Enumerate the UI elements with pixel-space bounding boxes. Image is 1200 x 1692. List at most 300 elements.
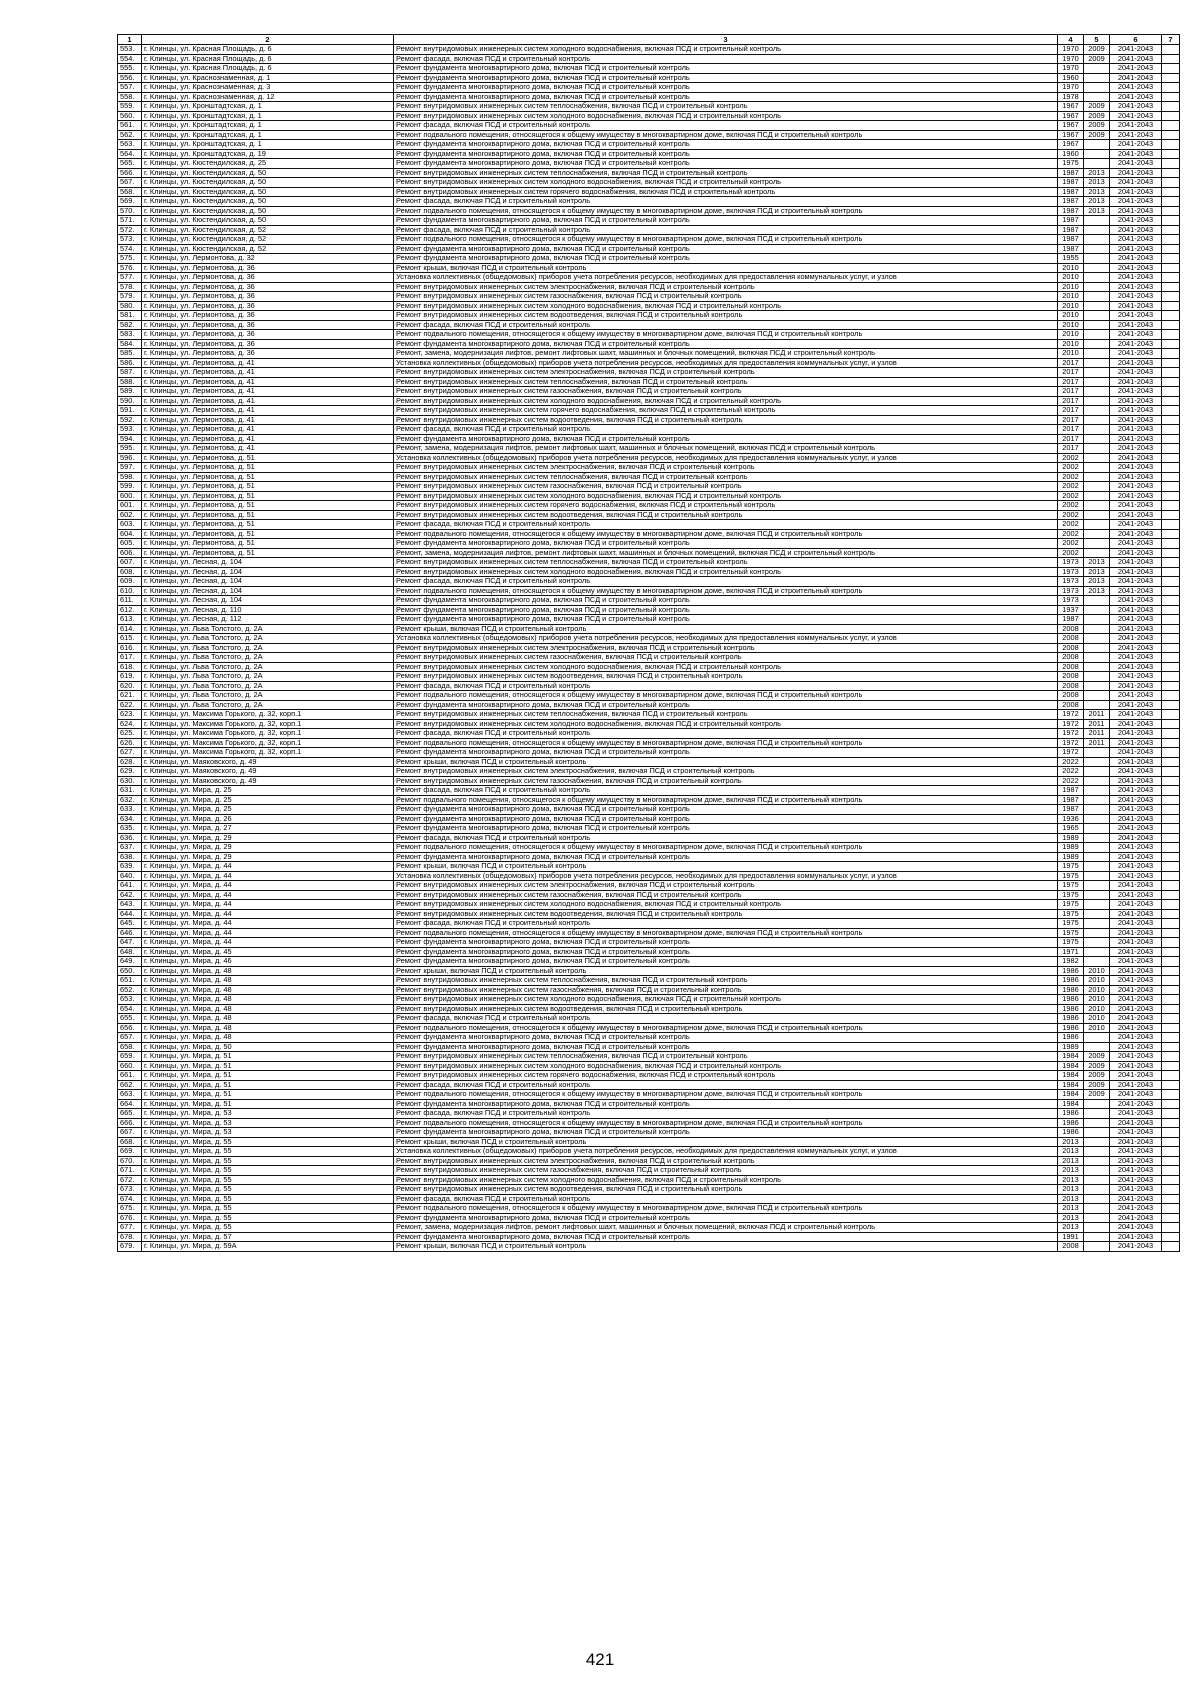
planned-period-cell: 2041-2043 (1110, 64, 1162, 74)
planned-period-cell: 2041-2043 (1110, 919, 1162, 929)
work-type-cell: Ремонт, замена, модернизация лифтов, ремонт лифтовых шахт, машинных и блочных помещений, включая ПСД и строительный контроль (394, 349, 1058, 359)
table-row (118, 567, 1180, 577)
empty-cell (1162, 463, 1180, 473)
address-cell: г. Клинцы, ул. Мира, д. 45 (142, 947, 394, 957)
work-type-cell: Ремонт фасада, включая ПСД и строительный контроль (394, 729, 1058, 739)
planned-period-cell: 2041-2043 (1110, 558, 1162, 568)
address-cell: г. Клинцы, ул. Кронштадтская, д. 1 (142, 140, 394, 150)
row-number: 649. (118, 957, 142, 967)
empty-cell (1162, 1242, 1180, 1252)
address-cell: г. Клинцы, ул. Мира, д. 53 (142, 1118, 394, 1128)
table-row (118, 947, 1180, 957)
table-row (118, 187, 1180, 197)
table-row (118, 339, 1180, 349)
last-repair-year-cell (1084, 852, 1110, 862)
work-type-cell: Ремонт внутридомовых инженерных систем холодного водоснабжения, включая ПСД и строительный контроль (394, 491, 1058, 501)
address-cell: г. Клинцы, ул. Лермонтова, д. 51 (142, 539, 394, 549)
planned-period-cell: 2041-2043 (1110, 957, 1162, 967)
last-repair-year-cell (1084, 672, 1110, 682)
planned-period-cell: 2041-2043 (1110, 396, 1162, 406)
year-built-cell: 1989 (1058, 833, 1084, 843)
address-cell: г. Клинцы, ул. Лермонтова, д. 51 (142, 548, 394, 558)
address-cell: г. Клинцы, ул. Мира, д. 57 (142, 1232, 394, 1242)
work-type-cell: Ремонт внутридомовых инженерных систем теплоснабжения, включая ПСД и строительный контроль (394, 710, 1058, 720)
table-row (118, 814, 1180, 824)
last-repair-year-cell (1084, 235, 1110, 245)
empty-cell (1162, 520, 1180, 530)
empty-cell (1162, 320, 1180, 330)
address-cell: г. Клинцы, ул. Льва Толстого, д. 2А (142, 672, 394, 682)
row-number: 657. (118, 1033, 142, 1043)
last-repair-year-cell: 2013 (1084, 558, 1110, 568)
row-number: 626. (118, 738, 142, 748)
row-number: 646. (118, 928, 142, 938)
year-built-cell: 1967 (1058, 140, 1084, 150)
address-cell: г. Клинцы, ул. Мира, д. 51 (142, 1099, 394, 1109)
year-built-cell: 2010 (1058, 330, 1084, 340)
last-repair-year-cell (1084, 358, 1110, 368)
row-number: 599. (118, 482, 142, 492)
last-repair-year-cell: 2010 (1084, 985, 1110, 995)
table-row (118, 1042, 1180, 1052)
planned-period-cell: 2041-2043 (1110, 947, 1162, 957)
planned-period-cell: 2041-2043 (1110, 111, 1162, 121)
last-repair-year-cell (1084, 624, 1110, 634)
last-repair-year-cell (1084, 814, 1110, 824)
table-row (118, 966, 1180, 976)
row-number: 568. (118, 187, 142, 197)
last-repair-year-cell (1084, 1118, 1110, 1128)
address-cell: г. Клинцы, ул. Мира, д. 55 (142, 1166, 394, 1176)
address-cell: г. Клинцы, ул. Маяковского, д. 49 (142, 767, 394, 777)
work-type-cell: Ремонт фундамента многоквартирного дома, включая ПСД и строительный контроль (394, 748, 1058, 758)
address-cell: г. Клинцы, ул. Мира, д. 55 (142, 1156, 394, 1166)
planned-period-cell: 2041-2043 (1110, 1223, 1162, 1233)
planned-period-cell: 2041-2043 (1110, 757, 1162, 767)
empty-cell (1162, 653, 1180, 663)
empty-cell (1162, 710, 1180, 720)
empty-cell (1162, 92, 1180, 102)
table-row (118, 168, 1180, 178)
empty-cell (1162, 415, 1180, 425)
last-repair-year-cell (1084, 833, 1110, 843)
planned-period-cell: 2041-2043 (1110, 1118, 1162, 1128)
planned-period-cell: 2041-2043 (1110, 871, 1162, 881)
table-row (118, 311, 1180, 321)
table-row (118, 1080, 1180, 1090)
page-number: 421 (585, 1650, 615, 1669)
work-type-cell: Ремонт крыши, включая ПСД и строительный контроль (394, 263, 1058, 273)
year-built-cell: 1984 (1058, 1080, 1084, 1090)
planned-period-cell: 2041-2043 (1110, 1042, 1162, 1052)
year-built-cell: 1984 (1058, 1061, 1084, 1071)
year-built-cell: 1991 (1058, 1232, 1084, 1242)
last-repair-year-cell (1084, 387, 1110, 397)
empty-cell (1162, 548, 1180, 558)
year-built-cell: 2002 (1058, 548, 1084, 558)
year-built-cell: 1973 (1058, 567, 1084, 577)
work-type-cell: Ремонт фундамента многоквартирного дома, включая ПСД и строительный контроль (394, 938, 1058, 948)
planned-period-cell: 2041-2043 (1110, 1052, 1162, 1062)
year-built-cell: 1987 (1058, 168, 1084, 178)
address-cell: г. Клинцы, ул. Лермонтова, д. 41 (142, 434, 394, 444)
row-number: 634. (118, 814, 142, 824)
address-cell: г. Клинцы, ул. Лесная, д. 104 (142, 558, 394, 568)
row-number: 629. (118, 767, 142, 777)
planned-period-cell: 2041-2043 (1110, 805, 1162, 815)
work-type-cell: Ремонт внутридомовых инженерных систем электроснабжения, включая ПСД и строительный контроль (394, 881, 1058, 891)
year-built-cell: 1937 (1058, 605, 1084, 615)
year-built-cell: 1970 (1058, 54, 1084, 64)
work-type-cell: Ремонт фасада, включая ПСД и строительный контроль (394, 1014, 1058, 1024)
address-cell: г. Клинцы, ул. Красная Площадь, д. 6 (142, 45, 394, 55)
last-repair-year-cell (1084, 292, 1110, 302)
table-row (118, 83, 1180, 93)
address-cell: г. Клинцы, ул. Краснознаменная, д. 1 (142, 73, 394, 83)
empty-cell (1162, 1023, 1180, 1033)
work-type-cell: Ремонт фундамента многоквартирного дома, включая ПСД и строительный контроль (394, 700, 1058, 710)
planned-period-cell: 2041-2043 (1110, 1204, 1162, 1214)
last-repair-year-cell (1084, 643, 1110, 653)
address-cell: г. Клинцы, ул. Лермонтова, д. 41 (142, 415, 394, 425)
address-cell: г. Клинцы, ул. Максима Горького, д. 32, корп.1 (142, 738, 394, 748)
last-repair-year-cell (1084, 520, 1110, 530)
year-built-cell: 2022 (1058, 757, 1084, 767)
year-built-cell: 2010 (1058, 301, 1084, 311)
table-row (118, 292, 1180, 302)
row-number: 559. (118, 102, 142, 112)
row-number: 553. (118, 45, 142, 55)
year-built-cell: 1986 (1058, 985, 1084, 995)
row-number: 627. (118, 748, 142, 758)
row-number: 620. (118, 681, 142, 691)
empty-cell (1162, 453, 1180, 463)
address-cell: г. Клинцы, ул. Максима Горького, д. 32, корп.1 (142, 748, 394, 758)
last-repair-year-cell: 2010 (1084, 976, 1110, 986)
row-number: 598. (118, 472, 142, 482)
last-repair-year-cell (1084, 434, 1110, 444)
row-number: 596. (118, 453, 142, 463)
last-repair-year-cell: 2013 (1084, 187, 1110, 197)
work-type-cell: Ремонт внутридомовых инженерных систем газоснабжения, включая ПСД и строительный контроль (394, 1166, 1058, 1176)
empty-cell (1162, 377, 1180, 387)
row-number: 631. (118, 786, 142, 796)
year-built-cell: 1986 (1058, 1004, 1084, 1014)
row-number: 664. (118, 1099, 142, 1109)
planned-period-cell: 2041-2043 (1110, 168, 1162, 178)
address-cell: г. Клинцы, ул. Льва Толстого, д. 2А (142, 700, 394, 710)
row-number: 676. (118, 1213, 142, 1223)
last-repair-year-cell (1084, 330, 1110, 340)
empty-cell (1162, 567, 1180, 577)
row-number: 653. (118, 995, 142, 1005)
table-row (118, 453, 1180, 463)
work-type-cell: Установка коллективных (общедомовых) приборов учета потребления ресурсов, необходимых для предоставления коммунальных услуг, и узлов (394, 634, 1058, 644)
empty-cell (1162, 1213, 1180, 1223)
row-number: 606. (118, 548, 142, 558)
table-row (118, 548, 1180, 558)
row-number: 572. (118, 225, 142, 235)
work-type-cell: Ремонт фундамента многоквартирного дома, включая ПСД и строительный контроль (394, 92, 1058, 102)
table-row (118, 643, 1180, 653)
empty-cell (1162, 45, 1180, 55)
work-type-cell: Ремонт фасада, включая ПСД и строительный контроль (394, 681, 1058, 691)
planned-period-cell: 2041-2043 (1110, 45, 1162, 55)
row-number: 637. (118, 843, 142, 853)
address-cell: г. Клинцы, ул. Мира, д. 29 (142, 833, 394, 843)
table-row (118, 415, 1180, 425)
last-repair-year-cell (1084, 510, 1110, 520)
table-row (118, 900, 1180, 910)
row-number: 615. (118, 634, 142, 644)
work-type-cell: Ремонт внутридомовых инженерных систем водоотведения, включая ПСД и строительный контроль (394, 672, 1058, 682)
empty-cell (1162, 1042, 1180, 1052)
planned-period-cell: 2041-2043 (1110, 862, 1162, 872)
work-type-cell: Ремонт подвального помещения, относящегося к общему имуществу в многоквартирном доме, включая ПСД и строительный контроль (394, 235, 1058, 245)
year-built-cell: 2008 (1058, 672, 1084, 682)
planned-period-cell: 2041-2043 (1110, 738, 1162, 748)
empty-cell (1162, 406, 1180, 416)
planned-period-cell: 2041-2043 (1110, 586, 1162, 596)
work-type-cell: Ремонт фундамента многоквартирного дома, включая ПСД и строительный контроль (394, 73, 1058, 83)
year-built-cell: 1982 (1058, 957, 1084, 967)
address-cell: г. Клинцы, ул. Лермонтова, д. 36 (142, 330, 394, 340)
planned-period-cell: 2041-2043 (1110, 577, 1162, 587)
empty-cell (1162, 814, 1180, 824)
year-built-cell: 2010 (1058, 273, 1084, 283)
year-built-cell: 1970 (1058, 64, 1084, 74)
planned-period-cell: 2041-2043 (1110, 1080, 1162, 1090)
planned-period-cell: 2041-2043 (1110, 235, 1162, 245)
address-cell: г. Клинцы, ул. Мира, д. 50 (142, 1042, 394, 1052)
year-built-cell: 2010 (1058, 292, 1084, 302)
table-row (118, 54, 1180, 64)
last-repair-year-cell (1084, 634, 1110, 644)
row-number: 571. (118, 216, 142, 226)
last-repair-year-cell (1084, 368, 1110, 378)
last-repair-year-cell: 2010 (1084, 995, 1110, 1005)
planned-period-cell: 2041-2043 (1110, 824, 1162, 834)
last-repair-year-cell (1084, 244, 1110, 254)
planned-period-cell: 2041-2043 (1110, 1109, 1162, 1119)
planned-period-cell: 2041-2043 (1110, 900, 1162, 910)
planned-period-cell: 2041-2043 (1110, 615, 1162, 625)
empty-cell (1162, 824, 1180, 834)
year-built-cell: 1975 (1058, 862, 1084, 872)
work-type-cell: Ремонт фасада, включая ПСД и строительный контроль (394, 121, 1058, 131)
planned-period-cell: 2041-2043 (1110, 852, 1162, 862)
empty-cell (1162, 1080, 1180, 1090)
row-number: 678. (118, 1232, 142, 1242)
empty-cell (1162, 767, 1180, 777)
work-type-cell: Ремонт внутридомовых инженерных систем электроснабжения, включая ПСД и строительный контроль (394, 282, 1058, 292)
year-built-cell: 1986 (1058, 1023, 1084, 1033)
year-built-cell: 2002 (1058, 491, 1084, 501)
address-cell: г. Клинцы, ул. Лесная, д. 104 (142, 586, 394, 596)
work-type-cell: Ремонт внутридомовых инженерных систем газоснабжения, включая ПСД и строительный контроль (394, 890, 1058, 900)
row-number: 669. (118, 1147, 142, 1157)
year-built-cell: 1987 (1058, 197, 1084, 207)
address-cell: г. Клинцы, ул. Лесная, д. 104 (142, 577, 394, 587)
planned-period-cell: 2041-2043 (1110, 624, 1162, 634)
year-built-cell: 2002 (1058, 529, 1084, 539)
row-number: 586. (118, 358, 142, 368)
row-number: 570. (118, 206, 142, 216)
row-number: 642. (118, 890, 142, 900)
year-built-cell: 2013 (1058, 1147, 1084, 1157)
last-repair-year-cell: 2009 (1084, 1090, 1110, 1100)
last-repair-year-cell: 2009 (1084, 102, 1110, 112)
last-repair-year-cell (1084, 662, 1110, 672)
empty-cell (1162, 140, 1180, 150)
row-number: 609. (118, 577, 142, 587)
planned-period-cell: 2041-2043 (1110, 358, 1162, 368)
address-cell: г. Клинцы, ул. Лермонтова, д. 51 (142, 482, 394, 492)
empty-cell (1162, 957, 1180, 967)
planned-period-cell: 2041-2043 (1110, 444, 1162, 454)
table-row (118, 263, 1180, 273)
year-built-cell: 1975 (1058, 909, 1084, 919)
year-built-cell: 1973 (1058, 596, 1084, 606)
planned-period-cell: 2041-2043 (1110, 216, 1162, 226)
column-header: 1 (118, 35, 142, 45)
row-number: 614. (118, 624, 142, 634)
last-repair-year-cell (1084, 83, 1110, 93)
table-row (118, 729, 1180, 739)
empty-cell (1162, 444, 1180, 454)
table-row (118, 444, 1180, 454)
empty-cell (1162, 301, 1180, 311)
year-built-cell: 1955 (1058, 254, 1084, 264)
planned-period-cell: 2041-2043 (1110, 776, 1162, 786)
table-row (118, 852, 1180, 862)
row-number: 673. (118, 1185, 142, 1195)
planned-period-cell: 2041-2043 (1110, 520, 1162, 530)
last-repair-year-cell: 2009 (1084, 121, 1110, 131)
last-repair-year-cell (1084, 539, 1110, 549)
last-repair-year-cell: 2009 (1084, 54, 1110, 64)
planned-period-cell: 2041-2043 (1110, 1014, 1162, 1024)
column-header: 5 (1084, 35, 1110, 45)
table-row (118, 425, 1180, 435)
planned-period-cell: 2041-2043 (1110, 814, 1162, 824)
address-cell: г. Клинцы, ул. Мира, д. 44 (142, 862, 394, 872)
planned-period-cell: 2041-2043 (1110, 539, 1162, 549)
work-type-cell: Ремонт крыши, включая ПСД и строительный контроль (394, 1137, 1058, 1147)
table-row (118, 957, 1180, 967)
last-repair-year-cell (1084, 1042, 1110, 1052)
table-row (118, 767, 1180, 777)
row-number: 612. (118, 605, 142, 615)
planned-period-cell: 2041-2043 (1110, 662, 1162, 672)
planned-period-cell: 2041-2043 (1110, 1128, 1162, 1138)
row-number: 580. (118, 301, 142, 311)
planned-period-cell: 2041-2043 (1110, 377, 1162, 387)
last-repair-year-cell (1084, 909, 1110, 919)
planned-period-cell: 2041-2043 (1110, 92, 1162, 102)
last-repair-year-cell (1084, 1242, 1110, 1252)
work-type-cell: Ремонт внутридомовых инженерных систем холодного водоснабжения, включая ПСД и строительный контроль (394, 719, 1058, 729)
planned-period-cell: 2041-2043 (1110, 681, 1162, 691)
planned-period-cell: 2041-2043 (1110, 710, 1162, 720)
empty-cell (1162, 786, 1180, 796)
empty-cell (1162, 292, 1180, 302)
planned-period-cell: 2041-2043 (1110, 121, 1162, 131)
row-number: 585. (118, 349, 142, 359)
row-number: 674. (118, 1194, 142, 1204)
year-built-cell: 2010 (1058, 349, 1084, 359)
address-cell: г. Клинцы, ул. Мира, д. 51 (142, 1071, 394, 1081)
work-type-cell: Ремонт крыши, включая ПСД и строительный контроль (394, 624, 1058, 634)
last-repair-year-cell (1084, 1194, 1110, 1204)
year-built-cell: 1975 (1058, 890, 1084, 900)
planned-period-cell: 2041-2043 (1110, 206, 1162, 216)
address-cell: г. Клинцы, ул. Мира, д. 48 (142, 1033, 394, 1043)
table-row (118, 890, 1180, 900)
planned-period-cell: 2041-2043 (1110, 567, 1162, 577)
last-repair-year-cell (1084, 501, 1110, 511)
year-built-cell: 2017 (1058, 387, 1084, 397)
work-type-cell: Ремонт крыши, включая ПСД и строительный контроль (394, 966, 1058, 976)
empty-cell (1162, 1014, 1180, 1024)
row-number: 574. (118, 244, 142, 254)
table-row (118, 1052, 1180, 1062)
empty-cell (1162, 976, 1180, 986)
empty-cell (1162, 1071, 1180, 1081)
last-repair-year-cell (1084, 396, 1110, 406)
planned-period-cell: 2041-2043 (1110, 282, 1162, 292)
row-number: 582. (118, 320, 142, 330)
table-row (118, 330, 1180, 340)
year-built-cell: 2010 (1058, 263, 1084, 273)
work-type-cell: Установка коллективных (общедомовых) приборов учета потребления ресурсов, необходимых для предоставления коммунальных услуг, и узлов (394, 453, 1058, 463)
year-built-cell: 1987 (1058, 786, 1084, 796)
planned-period-cell: 2041-2043 (1110, 833, 1162, 843)
last-repair-year-cell (1084, 1109, 1110, 1119)
table-row (118, 320, 1180, 330)
year-built-cell: 1972 (1058, 729, 1084, 739)
table-row (118, 1023, 1180, 1033)
empty-cell (1162, 130, 1180, 140)
row-number: 610. (118, 586, 142, 596)
planned-period-cell: 2041-2043 (1110, 159, 1162, 169)
planned-period-cell: 2041-2043 (1110, 1175, 1162, 1185)
column-header: 2 (142, 35, 394, 45)
empty-cell (1162, 1061, 1180, 1071)
empty-cell (1162, 311, 1180, 321)
empty-cell (1162, 1185, 1180, 1195)
year-built-cell: 2017 (1058, 425, 1084, 435)
empty-cell (1162, 672, 1180, 682)
work-type-cell: Ремонт подвального помещения, относящегося к общему имуществу в многоквартирном доме, включая ПСД и строительный контроль (394, 130, 1058, 140)
planned-period-cell: 2041-2043 (1110, 529, 1162, 539)
row-number: 665. (118, 1109, 142, 1119)
year-built-cell: 1986 (1058, 1014, 1084, 1024)
work-type-cell: Ремонт внутридомовых инженерных систем холодного водоснабжения, включая ПСД и строительный контроль (394, 567, 1058, 577)
planned-period-cell: 2041-2043 (1110, 1194, 1162, 1204)
last-repair-year-cell (1084, 349, 1110, 359)
empty-cell (1162, 54, 1180, 64)
table-row (118, 615, 1180, 625)
work-type-cell: Ремонт фасада, включая ПСД и строительный контроль (394, 1080, 1058, 1090)
table-row (118, 795, 1180, 805)
table-row (118, 710, 1180, 720)
last-repair-year-cell: 2009 (1084, 1052, 1110, 1062)
address-cell: г. Клинцы, ул. Лермонтова, д. 36 (142, 339, 394, 349)
last-repair-year-cell: 2009 (1084, 111, 1110, 121)
table-row (118, 700, 1180, 710)
table-row (118, 881, 1180, 891)
